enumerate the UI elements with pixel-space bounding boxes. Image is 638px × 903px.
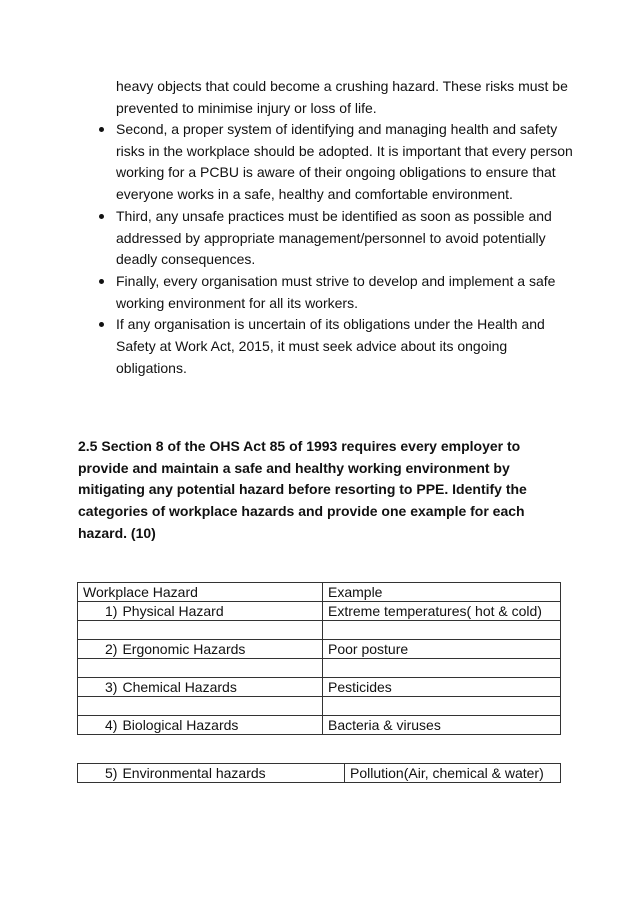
bullet-item: Finally, every organisation must strive to develop and implement a safe working environment for all its workers. xyxy=(116,271,576,314)
hazard-name: Physical Hazard xyxy=(122,603,224,619)
hazard-table-continued xyxy=(77,763,561,783)
hazard-name: Biological Hazards xyxy=(122,717,239,733)
example-cell: Poor posture xyxy=(323,640,561,659)
header-example: Example xyxy=(323,583,561,602)
hazard-table xyxy=(77,582,561,735)
hazard-cell xyxy=(78,640,323,659)
bullet-list xyxy=(116,119,576,379)
hazard-name: Ergonomic Hazards xyxy=(122,641,246,657)
hazard-cell xyxy=(78,602,323,621)
bullet-item: Third, any unsafe practices must be identified as soon as possible and addressed by appropriate management/personnel to avoid potentially deadly consequences. xyxy=(116,206,576,271)
question-heading: 2.5 Section 8 of the OHS Act 85 of 1993 requires every employer to provide and maintain a safe and healthy working environment by mitigating any potential hazard before resorting to PPE. Identify the categories of workplace hazards and provide one example for each hazard. (10) xyxy=(78,438,527,541)
example-cell: Extreme temperatures( hot & cold) xyxy=(323,602,561,621)
table-header-row xyxy=(78,583,561,602)
table-row xyxy=(78,764,561,783)
example-cell: Bacteria & viruses xyxy=(323,716,561,735)
table-row xyxy=(78,640,561,659)
hazard-name: Chemical Hazards xyxy=(122,679,237,695)
table-empty-row xyxy=(78,697,561,716)
hazard-name: Environmental hazards xyxy=(122,765,266,781)
hazard-cell xyxy=(78,678,323,697)
row-number: 1) xyxy=(105,603,118,619)
example-cell: Pollution(Air, chemical & water) xyxy=(345,764,561,783)
bullet-item: Second, a proper system of identifying and managing health and safety risks in the workplace should be adopted. It is important that every person working for a PCBU is aware of their ongoing obligations to ensure that everyone works in a safe, healthy and comfortable environment. xyxy=(116,119,576,206)
hazard-cell xyxy=(78,716,323,735)
hazard-cell xyxy=(78,764,345,783)
row-number: 5) xyxy=(105,765,118,781)
continuation-paragraph: heavy objects that could become a crushing hazard. These risks must be prevented to minimise injury or loss of life. xyxy=(116,78,568,116)
row-number: 4) xyxy=(105,717,118,733)
header-hazard: Workplace Hazard xyxy=(78,583,323,602)
table-row xyxy=(78,678,561,697)
table-row xyxy=(78,716,561,735)
example-cell: Pesticides xyxy=(323,678,561,697)
table-empty-row xyxy=(78,621,561,640)
bullet-item: If any organisation is uncertain of its obligations under the Health and Safety at Work Act, 2015, it must seek advice about its ongoing obligations. xyxy=(116,314,576,379)
table-row xyxy=(78,602,561,621)
table-empty-row xyxy=(78,659,561,678)
row-number: 3) xyxy=(105,679,118,695)
row-number: 2) xyxy=(105,641,118,657)
